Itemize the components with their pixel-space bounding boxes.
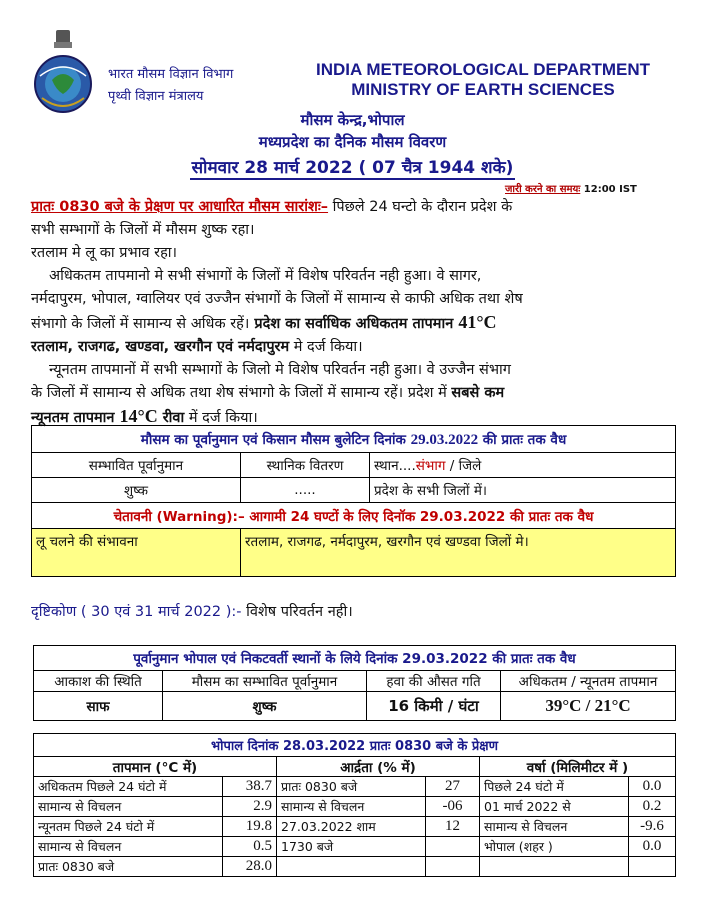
warning-places: रतलाम, राजगढ, नर्मदापुरम, खरगौन एवं खण्डवा जिलों मे। [241, 529, 676, 577]
temp-value: 28.0 [223, 857, 277, 877]
max-para4-rest: मे दर्ज किया। [289, 339, 363, 355]
temp-value: 19.8 [223, 817, 277, 837]
min-station: रीवा [157, 410, 185, 426]
weather-value: शुष्क [163, 692, 367, 721]
rain-label [480, 857, 629, 877]
temp-label: प्रातः 0830 बजे [34, 857, 223, 877]
rain-value [629, 857, 676, 877]
report-title: मध्यप्रदेश का दैनिक मौसम विवरण [258, 133, 447, 151]
summary-section [31, 196, 673, 430]
observation-title: भोपाल दिनांक 28.03.2022 प्रातः 0830 बजे के प्रेक्षण [34, 734, 676, 757]
max-stations: रतलाम, राजगढ, खण्डवा, खरगौन एवं नर्मदापुरम [31, 339, 290, 355]
distribution-value: ..... [241, 478, 370, 503]
col-places-a: स्थान.... [374, 458, 416, 474]
max-para3a: संभागो के जिलों में सामान्य से अधिक रहें। [31, 316, 250, 332]
humidity-label: 27.03.2022 शाम [277, 817, 426, 837]
col-places-b: संभाग [415, 458, 446, 474]
humidity-section-head: आर्द्रता (% में) [277, 757, 480, 777]
forecast-title [32, 426, 676, 453]
temp-value: 38.7 [223, 777, 277, 797]
min-para3-rest: में दर्ज किया। [184, 410, 258, 426]
forecast-value: शुष्क [32, 478, 241, 503]
bhopal-forecast-table [33, 645, 676, 721]
max-para2: नर्मदापुरम, भोपाल, ग्वालियर एवं उज्जैन संभागों के जिलों में सामान्य से काफी अधिक तथा शेष [31, 291, 523, 307]
ministry-english: MINISTRY OF EARTH SCIENCES [351, 80, 615, 99]
min-para2a: के जिलों में सामान्य से अधिक तथा शेष संभागो के जिलों में सामान्य रहें। प्रदेश में [31, 385, 452, 401]
org-name-hindi [108, 64, 233, 108]
warning-title: चेतावनी (Warning):– आगामी 24 घण्टों के लिए दिनॉक 29.03.2022 की प्रातः तक वैध [32, 503, 676, 529]
table-row [34, 837, 676, 857]
observation-rows [34, 777, 676, 877]
max-temp: 41°C [458, 312, 497, 332]
wind-head: हवा की औसत गति [367, 671, 501, 692]
places-value: प्रदेश के सभी जिलों में। [370, 478, 676, 503]
humidity-value [426, 837, 480, 857]
forecast-title-date: 29.03.2022 [410, 431, 479, 448]
outlook-text: विशेष परिवर्तन नही। [241, 604, 353, 620]
summary-line3: रतलाम मे लू का प्रभाव रहा। [31, 245, 178, 261]
table-row [34, 777, 676, 797]
report-date-text: सोमवार 28 मार्च 2022 ( 07 चैत्र 1944 शके) [191, 158, 514, 178]
temp-value: 2.9 [223, 797, 277, 817]
rain-label: 01 मार्च 2022 से [480, 797, 629, 817]
observation-table [33, 733, 676, 877]
temp-label: अधिकतम पिछले 24 घंटो में [34, 777, 223, 797]
sky-head: आकाश की स्थिति [34, 671, 163, 692]
summary-line2: सभी सम्भागों के जिलों में मौसम शुष्क रहा। [31, 222, 255, 238]
rain-section-head: वर्षा (मिलिमीटर में ) [480, 757, 676, 777]
humidity-value [426, 857, 480, 877]
rain-value: 0.0 [629, 837, 676, 857]
forecast-table [31, 425, 676, 577]
weather-head: मौसम का सम्भावित पूर्वानुमान [163, 671, 367, 692]
rain-value: -9.6 [629, 817, 676, 837]
rain-value: 0.0 [629, 777, 676, 797]
rain-label: भोपाल (शहर ) [480, 837, 629, 857]
report-date [0, 155, 705, 178]
min-para1: न्यूनतम तापमानों में सभी सम्भागों के जिलो मे विशेष परिवर्तन नही हुआ। वे उज्जैन संभाग [49, 362, 511, 378]
centre-name: मौसम केन्द्र,भोपाल [300, 111, 405, 129]
outlook [31, 601, 353, 621]
col-places [370, 453, 676, 478]
humidity-value: 12 [426, 817, 480, 837]
col-forecast: सम्भावित पूर्वानुमान [32, 453, 241, 478]
warning-type: लू चलने की संभावना [32, 529, 241, 577]
temp-label: सामान्य से विचलन [34, 797, 223, 817]
rain-value: 0.2 [629, 797, 676, 817]
forecast-title-b: की प्रातः तक वैध [478, 431, 567, 448]
humidity-label: सामान्य से विचलन [277, 797, 426, 817]
outlook-label: दृष्टिकोण ( 30 एवं 31 मार्च 2022 ):- [31, 604, 242, 620]
col-distribution: स्थानिक वितरण [241, 453, 370, 478]
humidity-value: 27 [426, 777, 480, 797]
wind-value: 16 किमी / घंटा [367, 692, 501, 721]
summary-heading: प्रातः 0830 बजे के प्रेक्षण पर आधारित मौसम सारांशः– [31, 199, 329, 215]
rain-label: सामान्य से विचलन [480, 817, 629, 837]
table-row [34, 817, 676, 837]
min-temp: 14°C [119, 406, 158, 426]
temp-head: अधिकतम / न्यूनतम तापमान [501, 671, 676, 692]
min-para3b: न्यूनतम तापमान [31, 410, 120, 426]
temp-section-head: तापमान (°C में) [34, 757, 277, 777]
issue-time-value: 12:00 IST [583, 184, 637, 195]
dept-hindi: भारत मौसम विज्ञान विभाग [108, 67, 234, 82]
ministry-hindi: पृथ्वी विज्ञान मंत्रालय [108, 89, 204, 104]
sky-value: साफ [34, 692, 163, 721]
bhopal-forecast-title: पूर्वानुमान भोपाल एवं निकटवर्ती स्थानों के लिये दिनांक 29.03.2022 की प्रातः तक वैध [34, 646, 676, 671]
table-row [34, 857, 676, 877]
humidity-label: 1730 बजे [277, 837, 426, 857]
max-para3b: प्रदेश का सर्वाधिक अधिकतम तापमान [249, 316, 459, 332]
humidity-value: -06 [426, 797, 480, 817]
rain-label: पिछले 24 घंटो में [480, 777, 629, 797]
temp-label: न्यूनतम पिछले 24 घंटो में [34, 817, 223, 837]
forecast-title-a: मौसम का पूर्वानुमान एवं किसान मौसम बुलेटिन दिनांक [140, 431, 411, 448]
issue-label: जारी करने का समयः [505, 184, 581, 195]
temp-value: 39°C / 21°C [501, 692, 676, 721]
table-row [34, 797, 676, 817]
max-para1: अधिकतम तापमानो मे सभी संभागों के जिलों में विशेष परिवर्तन नही हुआ। वे सागर, [49, 268, 482, 284]
humidity-label: प्रातः 0830 बजे [277, 777, 426, 797]
issue-time [505, 181, 637, 195]
dept-english: INDIA METEOROLOGICAL DEPARTMENT [315, 60, 650, 79]
temp-label: सामान्य से विचलन [34, 837, 223, 857]
imd-emblem-icon [30, 28, 96, 116]
summary-line1: पिछले 24 घन्टो के दौरान प्रदेश के [328, 199, 513, 215]
col-places-c: / जिले [445, 458, 482, 474]
min-para2b: सबसे कम [451, 385, 505, 401]
org-name-english [298, 60, 668, 100]
humidity-label [277, 857, 426, 877]
temp-value: 0.5 [223, 837, 277, 857]
